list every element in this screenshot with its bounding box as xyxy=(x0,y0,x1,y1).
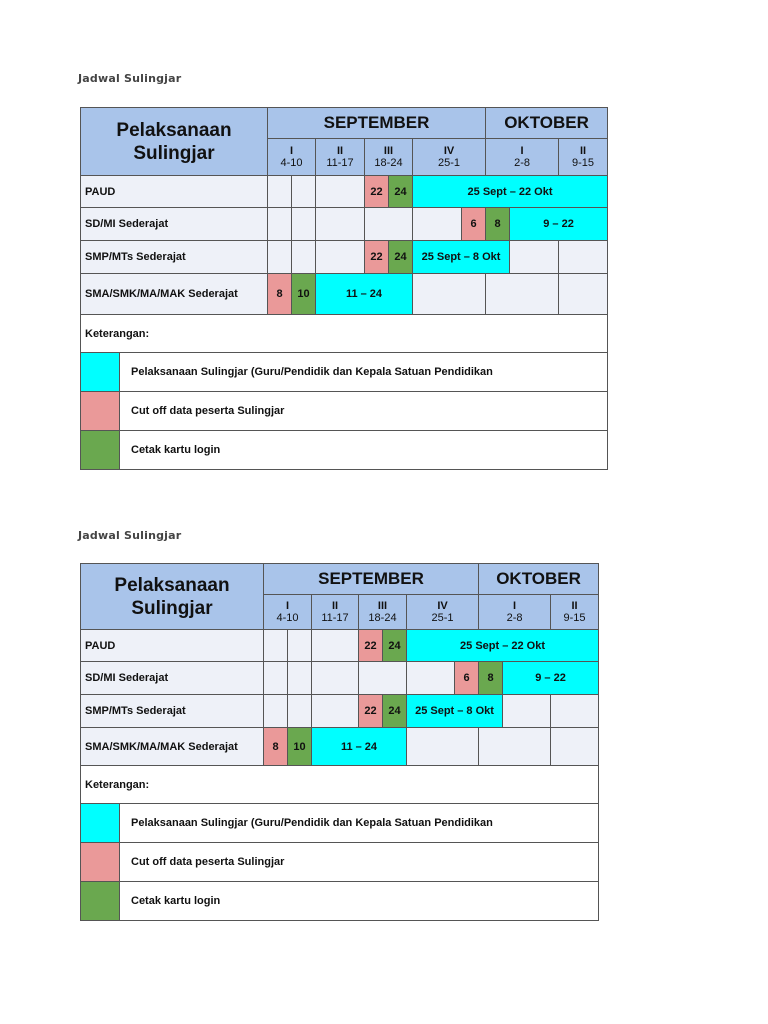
cetak-cell: 24 xyxy=(383,695,407,728)
week-header: II 11-17 xyxy=(312,595,359,630)
legend-row xyxy=(81,843,599,882)
legend-swatch-pelaksanaan xyxy=(81,804,120,842)
table-row xyxy=(81,208,608,241)
legend-row xyxy=(81,353,608,392)
legend-text-cetak: Cetak kartu login xyxy=(131,895,221,907)
empty-cell xyxy=(312,695,359,728)
cetak-cell: 8 xyxy=(479,662,503,695)
empty-cell xyxy=(407,662,455,695)
pelaksanaan-cell: 11 – 24 xyxy=(316,274,413,315)
week-header: II 9-15 xyxy=(559,139,608,176)
empty-cell xyxy=(510,241,559,274)
empty-cell xyxy=(292,241,316,274)
keterangan-label: Keterangan: xyxy=(81,766,599,804)
empty-cell xyxy=(268,176,292,208)
empty-cell xyxy=(559,274,608,315)
week-header: IV 25-1 xyxy=(413,139,486,176)
empty-cell xyxy=(316,176,365,208)
table-title xyxy=(81,108,268,176)
title-line-1: Pelaksanaan xyxy=(116,119,232,141)
empty-cell xyxy=(264,630,288,662)
empty-cell xyxy=(312,662,359,695)
pelaksanaan-cell: 25 Sept – 8 Okt xyxy=(413,241,510,274)
pelaksanaan-cell: 25 Sept – 22 Okt xyxy=(413,176,608,208)
legend-row xyxy=(81,431,608,470)
legend-text-cetak: Cetak kartu login xyxy=(131,444,221,456)
empty-cell xyxy=(292,176,316,208)
empty-cell xyxy=(359,662,407,695)
week-header: III 18-24 xyxy=(359,595,407,630)
week-header: I 2-8 xyxy=(479,595,551,630)
empty-cell xyxy=(292,208,316,241)
empty-cell xyxy=(413,208,462,241)
empty-cell xyxy=(551,695,599,728)
legend-swatch-pelaksanaan xyxy=(81,353,120,391)
table-row xyxy=(81,241,608,274)
legend-text-cutoff: Cut off data peserta Sulingjar xyxy=(131,405,285,417)
empty-cell xyxy=(486,274,559,315)
title-line-2: Sulingjar xyxy=(131,597,213,619)
table-row xyxy=(81,630,599,662)
empty-cell xyxy=(316,208,365,241)
empty-cell xyxy=(288,662,312,695)
cutoff-cell: 22 xyxy=(365,176,389,208)
pelaksanaan-cell: 9 – 22 xyxy=(510,208,608,241)
legend-row xyxy=(81,804,599,843)
legend-text-pelaksanaan: Pelaksanaan Sulingjar (Guru/Pendidik dan Kepala Satuan Pendidikan xyxy=(131,817,493,829)
legend-text-pelaksanaan: Pelaksanaan Sulingjar (Guru/Pendidik dan Kepala Satuan Pendidikan xyxy=(131,366,493,378)
legend-cell xyxy=(81,392,608,431)
week-header: II 11-17 xyxy=(316,139,365,176)
empty-cell xyxy=(312,630,359,662)
table-row xyxy=(81,274,608,315)
pelaksanaan-cell: 11 – 24 xyxy=(312,728,407,766)
week-header: III 18-24 xyxy=(365,139,413,176)
title-line-2: Sulingjar xyxy=(133,142,215,164)
table-row xyxy=(81,662,599,695)
table-row xyxy=(81,728,599,766)
empty-cell xyxy=(413,274,486,315)
table-row xyxy=(81,695,599,728)
pelaksanaan-cell: 9 – 22 xyxy=(503,662,599,695)
month-september: SEPTEMBER xyxy=(268,108,486,139)
empty-cell xyxy=(479,728,551,766)
row-label-sma: SMA/SMK/MA/MAK Sederajat xyxy=(81,728,264,766)
cetak-cell: 24 xyxy=(389,176,413,208)
pelaksanaan-cell: 25 Sept – 8 Okt xyxy=(407,695,503,728)
row-label-paud: PAUD xyxy=(81,176,268,208)
title-line-1: Pelaksanaan xyxy=(114,574,230,596)
legend-row xyxy=(81,882,599,921)
week-header: II 9-15 xyxy=(551,595,599,630)
caption-bottom: Jadwal Sulingjar xyxy=(78,529,182,542)
empty-cell xyxy=(268,241,292,274)
week-header: I 4-10 xyxy=(264,595,312,630)
legend-swatch-cetak xyxy=(81,431,120,469)
empty-cell xyxy=(264,662,288,695)
cutoff-cell: 22 xyxy=(359,695,383,728)
schedule-table xyxy=(80,563,599,921)
legend-cell xyxy=(81,431,608,470)
row-label-smp: SMP/MTs Sederajat xyxy=(81,695,264,728)
empty-cell xyxy=(559,241,608,274)
row-label-sma: SMA/SMK/MA/MAK Sederajat xyxy=(81,274,268,315)
cetak-cell: 8 xyxy=(486,208,510,241)
empty-cell xyxy=(268,208,292,241)
cutoff-cell: 6 xyxy=(455,662,479,695)
cetak-cell: 10 xyxy=(292,274,316,315)
row-label-sd: SD/MI Sederajat xyxy=(81,662,264,695)
week-header: I 2-8 xyxy=(486,139,559,176)
cutoff-cell: 8 xyxy=(268,274,292,315)
cutoff-cell: 22 xyxy=(365,241,389,274)
schedule-table xyxy=(80,107,608,470)
keterangan-label: Keterangan: xyxy=(81,315,608,353)
empty-cell xyxy=(316,241,365,274)
cutoff-cell: 6 xyxy=(462,208,486,241)
legend-swatch-cutoff xyxy=(81,392,120,430)
cutoff-cell: 22 xyxy=(359,630,383,662)
week-header: IV 25-1 xyxy=(407,595,479,630)
caption-top: Jadwal Sulingjar xyxy=(78,72,182,85)
cetak-cell: 24 xyxy=(389,241,413,274)
table-title xyxy=(81,564,264,630)
empty-cell xyxy=(288,630,312,662)
week-header: I 4-10 xyxy=(268,139,316,176)
row-label-paud: PAUD xyxy=(81,630,264,662)
cetak-cell: 24 xyxy=(383,630,407,662)
empty-cell xyxy=(407,728,479,766)
empty-cell xyxy=(365,208,413,241)
legend-cell xyxy=(81,843,599,882)
legend-swatch-cutoff xyxy=(81,843,120,881)
cetak-cell: 10 xyxy=(288,728,312,766)
row-label-smp: SMP/MTs Sederajat xyxy=(81,241,268,274)
empty-cell xyxy=(503,695,551,728)
empty-cell xyxy=(551,728,599,766)
legend-row xyxy=(81,392,608,431)
table-row xyxy=(81,176,608,208)
month-september: SEPTEMBER xyxy=(264,564,479,595)
empty-cell xyxy=(264,695,288,728)
legend-cell xyxy=(81,804,599,843)
month-oktober: OKTOBER xyxy=(479,564,599,595)
legend-text-cutoff: Cut off data peserta Sulingjar xyxy=(131,856,285,868)
row-label-sd: SD/MI Sederajat xyxy=(81,208,268,241)
pelaksanaan-cell: 25 Sept – 22 Okt xyxy=(407,630,599,662)
legend-cell xyxy=(81,882,599,921)
empty-cell xyxy=(288,695,312,728)
cutoff-cell: 8 xyxy=(264,728,288,766)
legend-cell xyxy=(81,353,608,392)
legend-swatch-cetak xyxy=(81,882,120,920)
month-oktober: OKTOBER xyxy=(486,108,608,139)
